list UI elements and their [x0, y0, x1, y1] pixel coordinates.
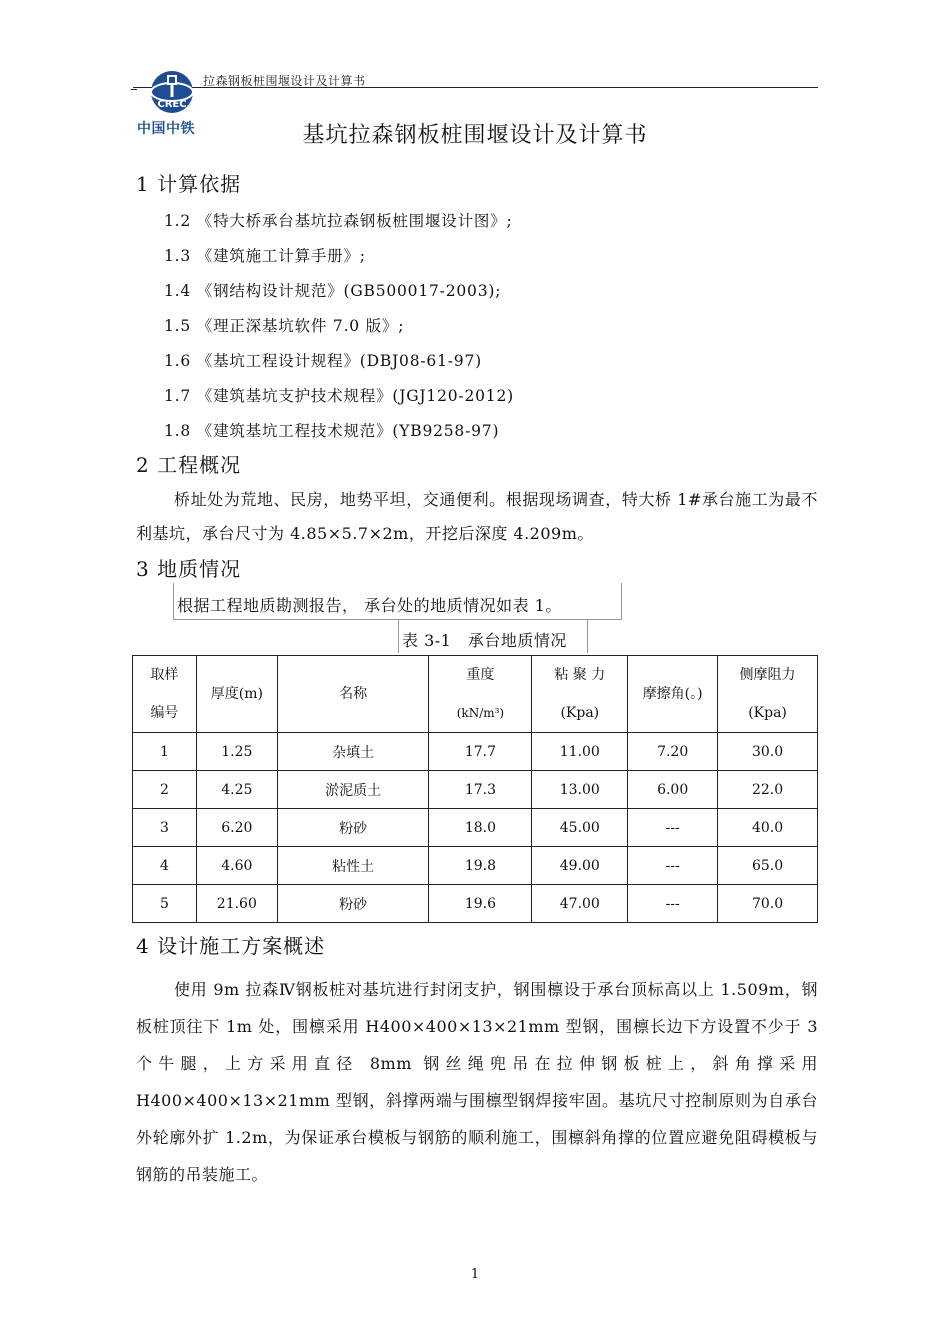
section2-body: 桥址处为荒地、民房，地势平坦，交通便利。根据现场调查，特大桥 1#承台施工为最不利基坑，承台尺寸为 4.85×5.7×2m，开挖后深度 4.209m。 [136, 490, 818, 543]
table-cell: 4.25 [196, 771, 277, 809]
table-cell: 19.8 [429, 847, 532, 885]
col-header-cohesion: 粘 聚 力 (Kpa) [532, 656, 628, 733]
table-cell: 5 [133, 885, 197, 923]
table-cell: --- [628, 847, 718, 885]
reference-item: 1.7 《建筑基坑支护技术规程》(JGJ120-2012) [164, 387, 514, 405]
table-cell: 11.00 [532, 733, 628, 771]
table-cell: 6.20 [196, 809, 277, 847]
table-row [133, 733, 818, 771]
reference-item: 1.2 《特大桥承台基坑拉森钢板桩围堰设计图》; [164, 212, 513, 230]
section2-heading: 2 工程概况 [136, 453, 242, 477]
table-cell: 1.25 [196, 733, 277, 771]
table-cell: 1 [133, 733, 197, 771]
table-cell: 杂填土 [277, 733, 429, 771]
table-row [133, 885, 818, 923]
table-cell: 17.3 [429, 771, 532, 809]
section1-heading: 1 计算依据 [136, 172, 242, 196]
table-cell: --- [628, 885, 718, 923]
table-cell: 4 [133, 847, 197, 885]
reference-item: 1.5 《理正深基坑软件 7.0 版》; [164, 317, 405, 335]
table-cell: 19.6 [429, 885, 532, 923]
table-row [133, 847, 818, 885]
reference-item: 1.8 《建筑基坑工程技术规范》(YB9258-97) [164, 422, 500, 440]
col-header-name: 名称 [277, 656, 429, 733]
table-cell: 47.00 [532, 885, 628, 923]
table-cell: --- [628, 809, 718, 847]
table-cell: 40.0 [718, 809, 818, 847]
section3-heading: 3 地质情况 [136, 557, 242, 581]
table-cell: 70.0 [718, 885, 818, 923]
col-header-sample-no: 取样 编号 [133, 656, 197, 733]
section4-heading: 4 设计施工方案概述 [136, 934, 326, 958]
running-header: 拉森钢板桩围堰设计及计算书 [203, 74, 366, 88]
reference-item: 1.4 《钢结构设计规范》(GB500017-2003); [164, 282, 502, 300]
table-cell: 淤泥质土 [277, 771, 429, 809]
table-cell: 17.7 [429, 733, 532, 771]
table-cell: 6.00 [628, 771, 718, 809]
reference-item: 1.3 《建筑施工计算手册》; [164, 247, 366, 265]
section3-intro: 根据工程地质勘测报告， 承台处的地质情况如表 1。 [177, 596, 562, 615]
table-cell: 粉砂 [277, 885, 429, 923]
table-cell: 45.00 [532, 809, 628, 847]
col-header-side-friction: 侧摩阻力 (Kpa) [718, 656, 818, 733]
table-cell: 粘性土 [277, 847, 429, 885]
table-cell: 粉砂 [277, 809, 429, 847]
reference-item: 1.6 《基坑工程设计规程》(DBJ08-61-97) [164, 352, 482, 370]
table-cell: 22.0 [718, 771, 818, 809]
table-header-row [133, 656, 818, 733]
col-header-thickness: 厚度(m) [196, 656, 277, 733]
table-cell: 13.00 [532, 771, 628, 809]
table-row [133, 809, 818, 847]
table-cell: 21.60 [196, 885, 277, 923]
section4-body: 使用 9m 拉森Ⅳ钢板桩对基坑进行封闭支护，钢围檩设于承台顶标高以上 1.509m，钢板桩顶往下 1m 处，围檩采用 H400×400×13×21mm 型钢，围檩长边下方设置不少于 3 个牛腿，上方采用直径 8mm 钢丝绳兜吊在拉伸钢板桩上，斜角撑采用 H400×400×13×21mm 型钢，斜撑两端与围檩型钢焊接牢固。基坑尺寸控制原则为自承台外轮廓外扩 1.2m，为保证承台模板与钢筋的顺利施工，围檩斜角撑的位置应避免阻碍模板与钢筋的吊装施工。 [136, 980, 818, 1184]
document-title: 基坑拉森钢板桩围堰设计及计算书 [302, 123, 648, 148]
table-cell: 18.0 [429, 809, 532, 847]
table-cell: 30.0 [718, 733, 818, 771]
logo-text: 中国中铁 [137, 121, 195, 137]
logo-mark-text: CREC [157, 99, 187, 110]
page-number: 1 [470, 1267, 480, 1282]
col-header-unit-weight: 重度 (kN/m³) [429, 656, 532, 733]
table-cell: 7.20 [628, 733, 718, 771]
table-cell: 2 [133, 771, 197, 809]
geology-table [132, 655, 818, 923]
table-cell: 65.0 [718, 847, 818, 885]
table-row [133, 771, 818, 809]
col-header-friction-angle: 摩擦角(。) [628, 656, 718, 733]
table-caption: 表 3-1 承台地质情况 [402, 631, 567, 650]
table-cell: 4.60 [196, 847, 277, 885]
table-cell: 3 [133, 809, 197, 847]
table-cell: 49.00 [532, 847, 628, 885]
